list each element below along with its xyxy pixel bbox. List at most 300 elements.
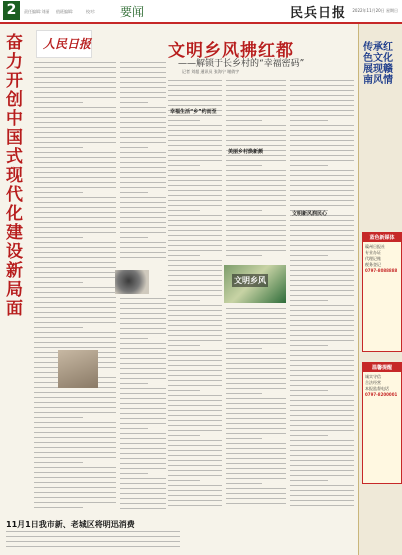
text-line (120, 242, 166, 243)
text-line (168, 485, 222, 486)
ad-1-line: 税务登记 (365, 262, 381, 267)
text-line (226, 90, 286, 91)
text-line (168, 140, 222, 141)
text-line (168, 325, 222, 326)
text-line (120, 353, 166, 354)
text-line (34, 332, 116, 333)
text-line (120, 152, 166, 153)
text-line (120, 102, 148, 103)
text-line (34, 212, 116, 213)
text-line (168, 240, 222, 241)
text-line (168, 125, 222, 126)
text-line (34, 237, 83, 238)
text-line (120, 503, 166, 504)
masthead: 民兵日报 (289, 6, 346, 21)
text-line (168, 480, 200, 481)
text-line (290, 360, 354, 361)
text-line (290, 450, 354, 451)
text-line (168, 445, 222, 446)
source-logo (36, 30, 92, 58)
text-line (168, 405, 222, 406)
text-line (120, 383, 148, 384)
text-line (120, 418, 166, 419)
text-line (290, 280, 354, 281)
text-line (168, 250, 222, 251)
text-line (120, 207, 166, 208)
text-line (34, 172, 116, 173)
ad-2-line: 合法经营 (365, 380, 381, 385)
text-line (120, 127, 166, 128)
text-line (226, 170, 286, 171)
text-line (34, 197, 116, 198)
text-line (290, 105, 354, 106)
text-line (34, 427, 116, 428)
text-line (120, 107, 166, 108)
ad-1-line: 赣州日报社 (365, 244, 385, 249)
text-line (120, 343, 166, 344)
text-line (290, 505, 354, 506)
text-line (290, 460, 354, 461)
text-line (226, 130, 286, 131)
text-line (290, 85, 354, 86)
text-line (120, 378, 166, 379)
text-line (290, 475, 354, 476)
text-line (290, 340, 354, 341)
text-line (168, 440, 222, 441)
text-line (226, 488, 286, 489)
text-line (226, 448, 286, 449)
ad-box-2 (362, 362, 402, 484)
text-line (226, 240, 286, 241)
text-line (120, 67, 166, 68)
text-line (168, 380, 222, 381)
text-line (290, 405, 354, 406)
text-line (34, 187, 116, 188)
text-line (168, 265, 222, 266)
text-line (120, 132, 166, 133)
text-line (34, 162, 116, 163)
text-line (290, 305, 354, 306)
text-line (120, 368, 166, 369)
text-line (120, 363, 166, 364)
text-line (226, 363, 286, 364)
text-line (168, 165, 200, 166)
text-line (290, 320, 354, 321)
text-line (226, 165, 262, 166)
text-line (34, 137, 116, 138)
text-line (290, 325, 354, 326)
text-line (168, 395, 222, 396)
text-line (226, 85, 286, 86)
text-line (120, 508, 166, 509)
text-line (168, 340, 222, 341)
text-line (34, 487, 116, 488)
text-line (226, 125, 286, 126)
text-line (120, 227, 166, 228)
text-line (226, 235, 286, 236)
text-line (34, 222, 116, 223)
text-line (120, 423, 166, 424)
text-line (34, 132, 116, 133)
text-line (168, 220, 222, 221)
text-line (226, 175, 286, 176)
text-line (226, 493, 286, 494)
text-line (168, 185, 222, 186)
text-line (120, 177, 166, 178)
text-line (226, 100, 286, 101)
text-line (290, 430, 354, 431)
text-line (168, 475, 222, 476)
text-line (290, 420, 354, 421)
text-line (290, 330, 354, 331)
text-line (120, 72, 166, 73)
text-line (226, 388, 286, 389)
text-line (226, 478, 286, 479)
ad-2-line: 诚实守信 (365, 374, 381, 379)
text-line (120, 187, 166, 188)
text-line (226, 453, 286, 454)
feature-subtitle: ——解锁于长乡村的“幸福密码” (178, 59, 305, 69)
text-line (168, 460, 222, 461)
text-line (120, 117, 166, 118)
text-line (226, 190, 286, 191)
text-line (226, 318, 286, 319)
text-line (168, 100, 222, 101)
text-line (290, 425, 354, 426)
text-line (34, 267, 116, 268)
text-line (34, 92, 116, 93)
text-line (34, 117, 116, 118)
text-line (120, 87, 166, 88)
text-line (34, 392, 116, 393)
text-line (290, 180, 354, 181)
text-line (226, 438, 262, 439)
text-line (34, 437, 116, 438)
text-line (34, 302, 116, 303)
portrait-photo (115, 270, 149, 294)
text-line (34, 407, 116, 408)
text-line (226, 343, 286, 344)
text-line (34, 342, 116, 343)
text-line (120, 167, 166, 168)
text-line (120, 333, 166, 334)
text-line (120, 62, 166, 63)
text-line (290, 265, 354, 266)
text-line (168, 285, 222, 286)
text-line (168, 360, 222, 361)
text-line (120, 308, 166, 309)
text-line (168, 170, 222, 171)
text-line (168, 95, 222, 96)
text-line (290, 395, 354, 396)
text-line (290, 110, 354, 111)
text-line (168, 350, 222, 351)
text-line (34, 157, 116, 158)
text-line (120, 498, 166, 499)
text-line (290, 410, 354, 411)
text-line (168, 180, 222, 181)
text-line (290, 220, 354, 221)
text-line (226, 398, 286, 399)
ad-2-phone: 0797-8200001 (365, 392, 398, 397)
text-line (290, 335, 354, 336)
text-line (6, 546, 180, 547)
text-line (34, 312, 116, 313)
text-line (34, 242, 116, 243)
text-line (290, 445, 354, 446)
text-line (290, 115, 354, 116)
text-line (226, 185, 286, 186)
text-line (168, 300, 200, 301)
text-line (168, 195, 222, 196)
text-line (168, 150, 222, 151)
bottom-story (6, 531, 180, 553)
text-line (290, 140, 354, 141)
text-line (120, 252, 166, 253)
text-line (34, 227, 116, 228)
ad-1-phone: 0797-8088888 (365, 268, 398, 273)
text-line (120, 463, 166, 464)
ad-1-line: 代理记账 (365, 256, 381, 261)
text-line (34, 202, 116, 203)
text-line (120, 147, 148, 148)
text-line (34, 87, 116, 88)
text-line (290, 500, 354, 501)
text-line (120, 237, 148, 238)
text-line (168, 320, 222, 321)
text-line (168, 305, 222, 306)
text-line (168, 315, 222, 316)
text-line (168, 135, 222, 136)
text-line (290, 455, 354, 456)
text-line (168, 90, 222, 91)
text-line (290, 245, 354, 246)
text-line (120, 162, 166, 163)
feature-column-2 (226, 80, 286, 260)
text-line (168, 420, 222, 421)
text-line (168, 235, 222, 236)
text-line (290, 355, 354, 356)
text-line (168, 310, 222, 311)
text-line (226, 383, 286, 384)
text-line (168, 205, 222, 206)
text-line (168, 410, 222, 411)
text-line (226, 145, 286, 146)
text-line (290, 230, 354, 231)
text-line (168, 500, 222, 501)
text-line (290, 155, 354, 156)
text-line (226, 428, 286, 429)
text-line (34, 462, 83, 463)
text-line (226, 220, 286, 221)
text-line (290, 375, 354, 376)
text-line (120, 408, 166, 409)
text-line (34, 232, 116, 233)
text-line (120, 202, 166, 203)
feature-photo (224, 265, 286, 303)
text-line (226, 323, 286, 324)
text-line (34, 97, 116, 98)
text-line (226, 308, 286, 309)
text-line (290, 350, 354, 351)
text-line (120, 192, 148, 193)
feature-subhead-2: 美丽乡村焕新颜 (228, 149, 264, 155)
text-line (6, 541, 180, 542)
text-line (290, 130, 354, 131)
text-line (34, 347, 116, 348)
text-line (226, 313, 286, 314)
text-line (34, 417, 83, 418)
text-line (34, 257, 116, 258)
text-line (226, 160, 286, 161)
text-line (226, 443, 286, 444)
text-line (226, 458, 286, 459)
text-line (168, 495, 222, 496)
left-story-column-1 (34, 62, 116, 512)
text-line (120, 197, 166, 198)
text-line (120, 97, 166, 98)
text-line (290, 380, 354, 381)
text-line (34, 482, 116, 483)
text-line (168, 160, 222, 161)
text-line (168, 225, 222, 226)
feature-column-1 (168, 80, 222, 510)
text-line (168, 105, 222, 106)
inline-photo (58, 350, 98, 388)
text-line (290, 295, 354, 296)
text-line (290, 90, 354, 91)
text-line (168, 270, 222, 271)
text-line (290, 135, 354, 136)
proofreader-credit: 校对: (86, 9, 96, 14)
text-line (290, 275, 354, 276)
text-line (34, 142, 116, 143)
text-line (34, 107, 116, 108)
text-line (168, 390, 200, 391)
text-line (168, 370, 222, 371)
feature-subhead-1: 幸福生活“乡”约而至 (170, 109, 217, 115)
text-line (290, 495, 354, 496)
text-line (226, 373, 286, 374)
editor-credit: 责任编辑:刘丽 (24, 9, 50, 14)
text-line (226, 245, 286, 246)
duty-editor-credit: 值班编辑: (56, 9, 74, 14)
text-line (226, 230, 286, 231)
text-line (226, 403, 286, 404)
text-line (290, 385, 354, 386)
ad-1-title: 蓝色新媒体 (363, 233, 401, 242)
text-line (168, 120, 200, 121)
text-line (226, 115, 286, 116)
text-line (226, 255, 262, 256)
text-line (226, 393, 262, 394)
text-line (226, 463, 286, 464)
right-vertical-headline: 传承红色文化 展现赣南风情 (363, 42, 393, 86)
text-line (290, 100, 354, 101)
text-line (34, 297, 116, 298)
text-line (226, 120, 262, 121)
text-line (34, 442, 116, 443)
text-line (226, 210, 262, 211)
text-line (34, 252, 116, 253)
text-line (168, 505, 222, 506)
text-line (120, 388, 166, 389)
text-line (120, 92, 166, 93)
text-line (226, 418, 286, 419)
text-line (34, 337, 116, 338)
text-line (168, 435, 200, 436)
text-line (120, 413, 166, 414)
text-line (168, 400, 222, 401)
text-line (120, 428, 148, 429)
text-line (168, 230, 222, 231)
text-line (34, 272, 116, 273)
text-line (290, 390, 328, 391)
text-line (290, 250, 354, 251)
text-line (168, 455, 222, 456)
text-line (290, 470, 354, 471)
text-line (120, 338, 148, 339)
text-line (120, 313, 166, 314)
text-line (34, 432, 116, 433)
text-line (34, 207, 116, 208)
text-line (34, 412, 116, 413)
text-line (120, 373, 166, 374)
text-line (226, 80, 286, 81)
bottom-headline: 11月1日我市新、老城区将明迅消费 (6, 520, 135, 529)
text-line (34, 497, 116, 498)
left-story-column-3 (120, 298, 166, 513)
text-line (120, 488, 166, 489)
text-line (290, 195, 354, 196)
text-line (34, 102, 83, 103)
text-line (226, 328, 286, 329)
text-line (290, 260, 354, 261)
text-line (290, 235, 354, 236)
text-line (168, 210, 200, 211)
text-line (226, 110, 286, 111)
text-line (226, 358, 286, 359)
left-headline: 奋力开创中国式现代化建设新局面 (6, 33, 23, 319)
feature-column-4 (290, 80, 354, 512)
text-line (290, 345, 328, 346)
text-line (290, 435, 328, 436)
text-line (120, 318, 166, 319)
text-line (226, 483, 262, 484)
text-line (120, 433, 166, 434)
text-line (226, 225, 286, 226)
text-line (168, 415, 222, 416)
text-line (34, 112, 116, 113)
section-tag: 要闻 (120, 5, 145, 19)
page-date: 2022年11月20日 星期日 (352, 8, 398, 13)
text-line (168, 365, 222, 366)
text-line (168, 255, 200, 256)
text-line (120, 122, 166, 123)
text-line (226, 348, 262, 349)
text-line (168, 425, 222, 426)
text-line (34, 77, 116, 78)
text-line (34, 447, 116, 448)
text-line (226, 95, 286, 96)
text-line (226, 408, 286, 409)
text-line (120, 448, 166, 449)
text-line (290, 190, 354, 191)
text-line (290, 145, 354, 146)
text-line (290, 310, 354, 311)
text-line (168, 130, 222, 131)
text-line (290, 480, 328, 481)
